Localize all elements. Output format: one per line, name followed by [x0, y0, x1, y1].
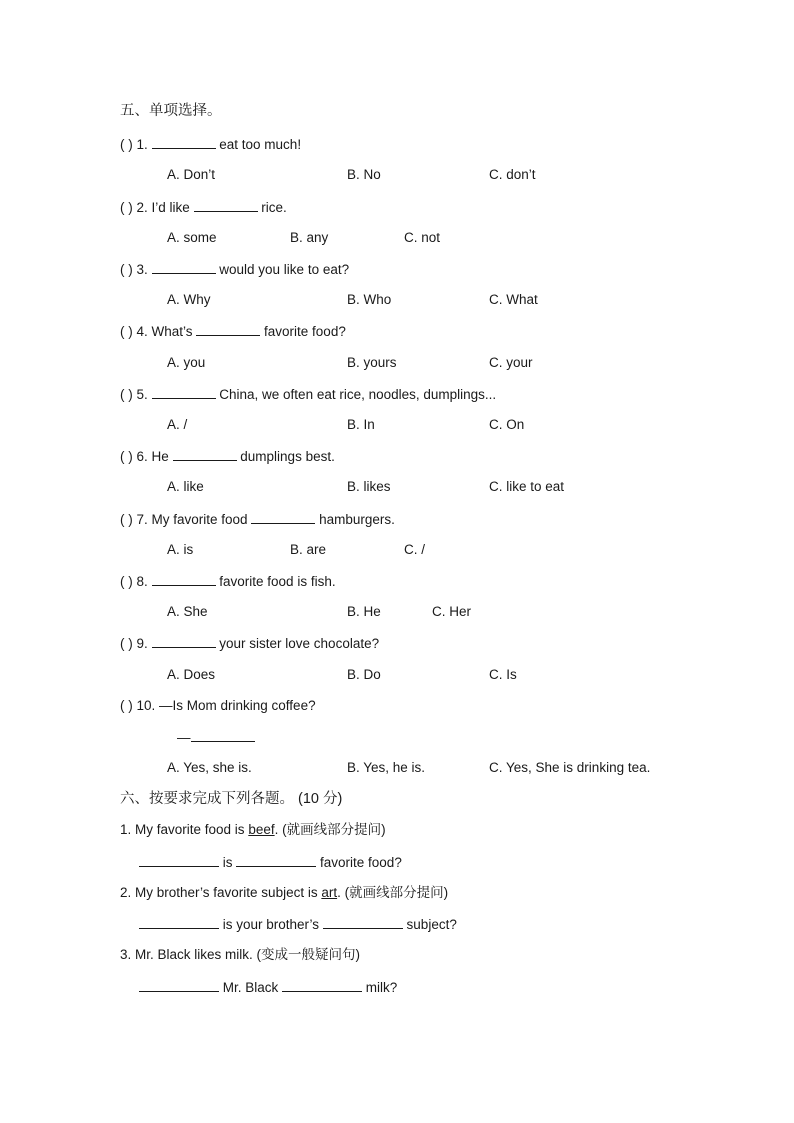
answer-blank[interactable]	[152, 635, 216, 648]
underlined-word: art	[321, 885, 338, 900]
answer-blank[interactable]	[152, 261, 216, 274]
q5-option-b[interactable]: B. In	[347, 417, 375, 432]
q7-option-c[interactable]: C. /	[404, 542, 426, 557]
q6-option-b[interactable]: B. likes	[347, 479, 391, 494]
task-1: 1. My favorite food is beef. (就画线部分提问)	[120, 822, 386, 837]
task-1-answer: is favorite food?	[139, 854, 402, 871]
question-1: ( ) 1. eat too much!	[120, 137, 302, 152]
q8-option-c[interactable]: C. Her	[432, 604, 472, 619]
q8-option-a[interactable]: A. She	[167, 604, 208, 619]
q5-option-a[interactable]: A. /	[167, 417, 188, 432]
task-2: 2. My brother’s favorite subject is art. (就画线部分提问)	[120, 885, 449, 900]
q2-option-a[interactable]: A. some	[167, 230, 217, 245]
answer-blank[interactable]	[191, 729, 255, 742]
q10-option-c[interactable]: C. Yes, She is drinking tea.	[489, 760, 651, 775]
answer-blank[interactable]	[194, 199, 258, 212]
question-4: ( ) 4. What’s favorite food?	[120, 324, 346, 339]
q3-option-c[interactable]: C. What	[489, 292, 538, 307]
q7-option-b[interactable]: B. are	[290, 542, 327, 557]
task-3: 3. Mr. Black likes milk. (变成一般疑问句)	[120, 947, 361, 962]
q10-option-b[interactable]: B. Yes, he is.	[347, 760, 426, 775]
q6-option-c[interactable]: C. like to eat	[489, 479, 565, 494]
q1-option-a[interactable]: A. Don’t	[167, 167, 216, 182]
q4-option-a[interactable]: A. you	[167, 355, 206, 370]
q8-option-b[interactable]: B. He	[347, 604, 381, 619]
question-8: ( ) 8. favorite food is fish.	[120, 574, 336, 589]
q9-option-c[interactable]: C. Is	[489, 667, 517, 682]
answer-blank[interactable]	[139, 979, 219, 992]
question-6: ( ) 6. He dumplings best.	[120, 449, 335, 464]
question-10: ( ) 10. —Is Mom drinking coffee?	[120, 698, 316, 713]
q3-option-b[interactable]: B. Who	[347, 292, 392, 307]
question-5: ( ) 5. China, we often eat rice, noodles, dumplings...	[120, 387, 497, 402]
q7-option-a[interactable]: A. is	[167, 542, 194, 557]
question-3: ( ) 3. would you like to eat?	[120, 262, 350, 277]
task-3-answer: Mr. Black milk?	[139, 979, 397, 996]
answer-blank[interactable]	[139, 854, 219, 867]
q1-option-c[interactable]: C. don’t	[489, 167, 536, 182]
answer-blank[interactable]	[139, 916, 219, 929]
q2-option-b[interactable]: B. any	[290, 230, 329, 245]
answer-blank[interactable]	[236, 854, 316, 867]
q1-option-b[interactable]: B. No	[347, 167, 381, 182]
answer-blank[interactable]	[323, 916, 403, 929]
q2-option-c[interactable]: C. not	[404, 230, 441, 245]
question-2: ( ) 2. I’d like rice.	[120, 200, 287, 215]
section6-title: 六、按要求完成下列各题。 (10 分)	[120, 791, 343, 807]
q3-option-a[interactable]: A. Why	[167, 292, 211, 307]
answer-blank[interactable]	[282, 979, 362, 992]
q9-option-b[interactable]: B. Do	[347, 667, 381, 682]
q4-option-c[interactable]: C. your	[489, 355, 533, 370]
answer-blank[interactable]	[251, 511, 315, 524]
question-7: ( ) 7. My favorite food hamburgers.	[120, 512, 395, 527]
answer-blank[interactable]	[152, 386, 216, 399]
q10-option-a[interactable]: A. Yes, she is.	[167, 760, 252, 775]
task-2-answer: is your brother’s subject?	[139, 916, 457, 933]
q5-option-c[interactable]: C. On	[489, 417, 525, 432]
answer-blank[interactable]	[152, 136, 216, 149]
q6-option-a[interactable]: A. like	[167, 479, 204, 494]
answer-blank[interactable]	[196, 323, 260, 336]
underlined-word: beef	[248, 822, 275, 837]
answer-blank[interactable]	[173, 448, 237, 461]
answer-blank[interactable]	[152, 573, 216, 586]
section5-title: 五、单项选择。	[120, 103, 222, 119]
q9-option-a[interactable]: A. Does	[167, 667, 216, 682]
question-9: ( ) 9. your sister love chocolate?	[120, 636, 380, 651]
q4-option-b[interactable]: B. yours	[347, 355, 397, 370]
q10-answer-line: —	[177, 729, 255, 746]
